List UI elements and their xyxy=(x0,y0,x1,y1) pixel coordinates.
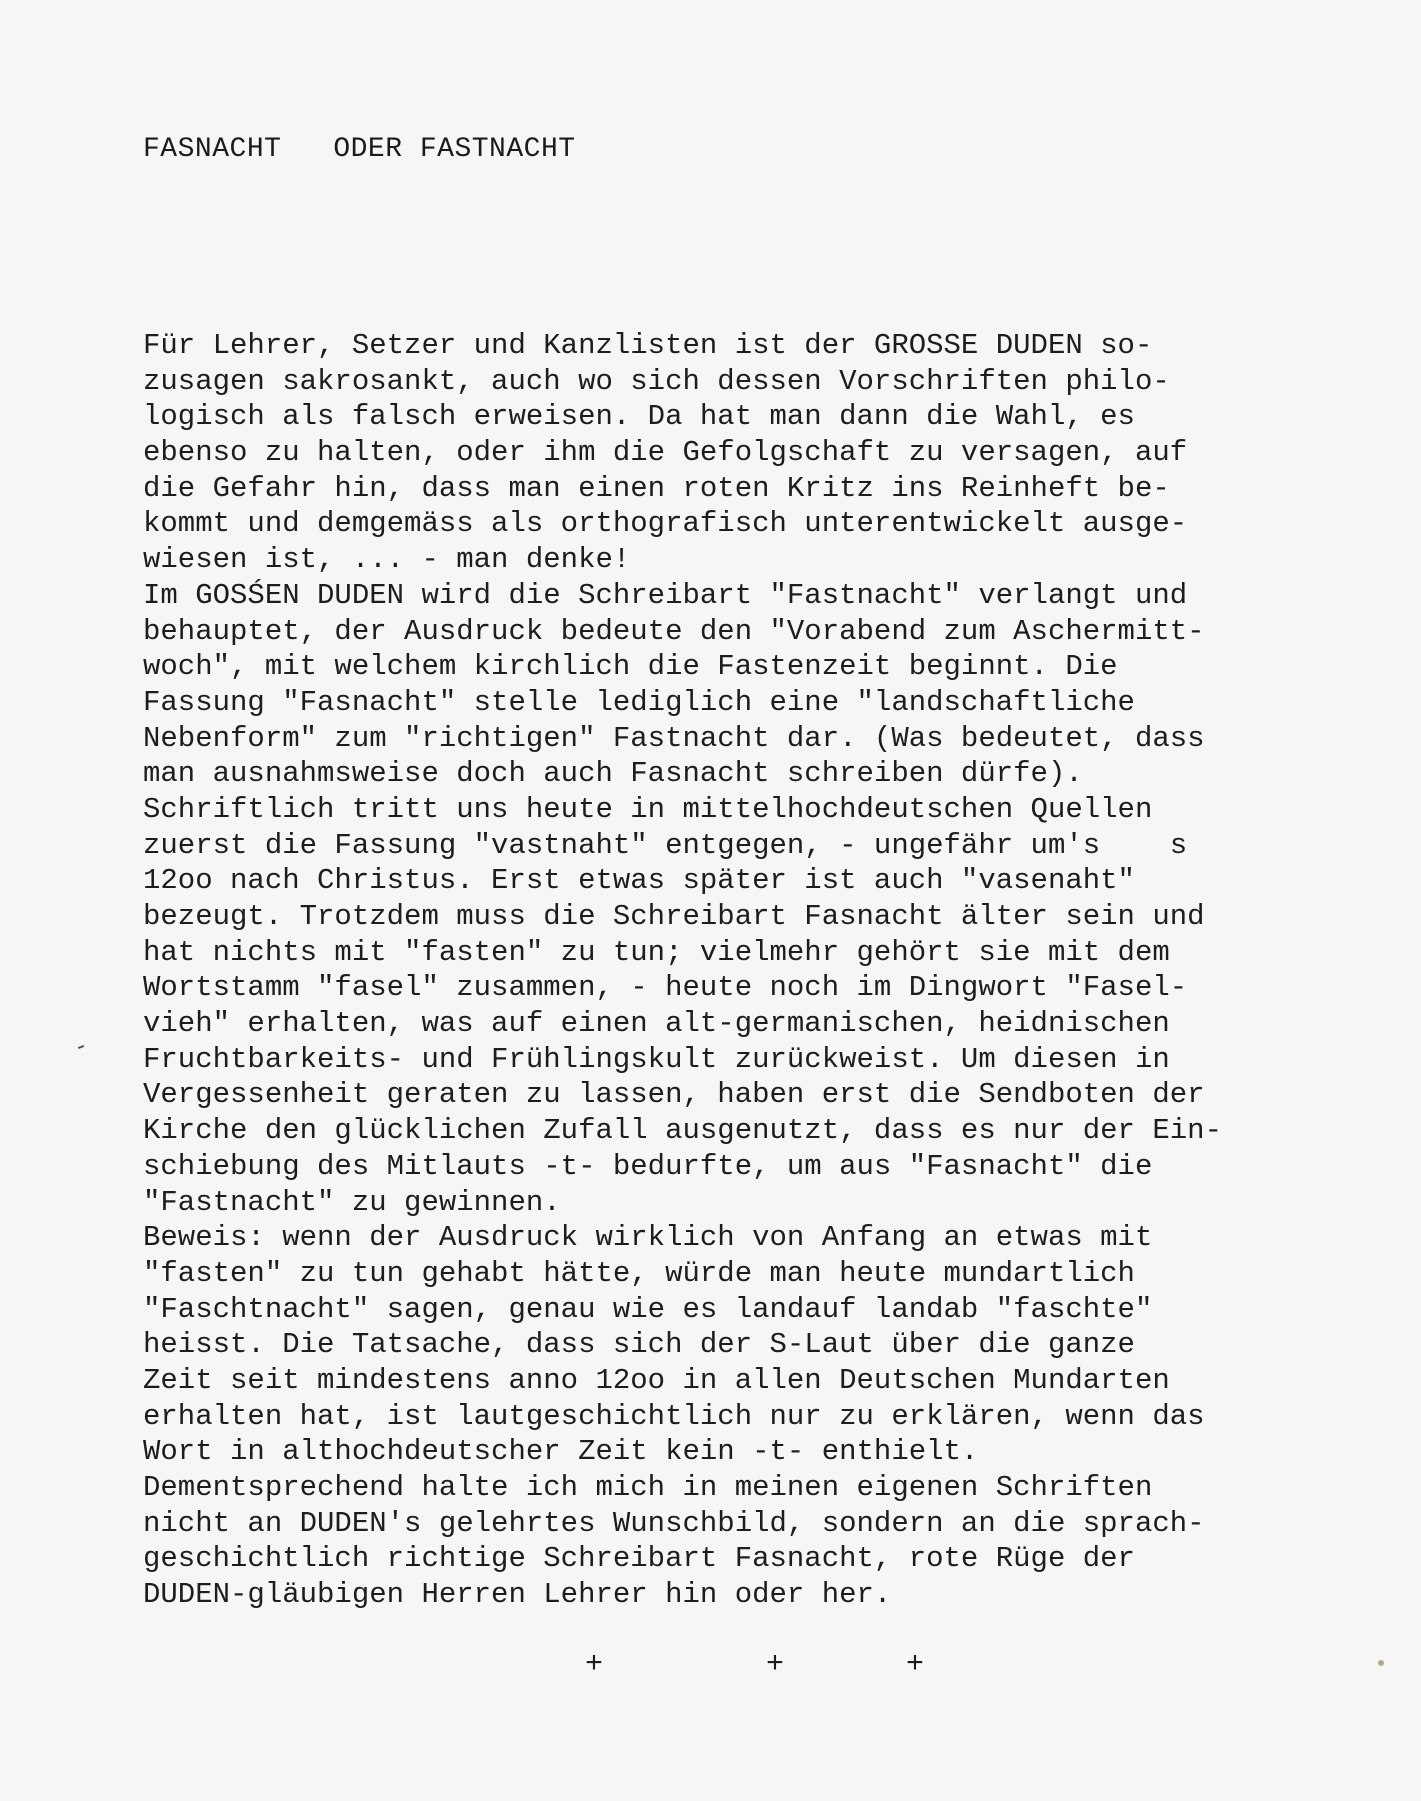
text-line: heisst. Die Tatsache, dass sich der S-Laut über die ganze xyxy=(143,1328,1135,1362)
text-line: hat nichts mit "fasten" zu tun; vielmehr gehört sie mit dem xyxy=(143,935,1170,969)
ink-mark xyxy=(78,1045,84,1049)
text-line: Für Lehrer, Setzer und Kanzlisten ist der GROSSE DUDEN so- xyxy=(143,329,1153,362)
text-line: zuerst die Fassung "vastnaht" entgegen, - ungefähr um's s xyxy=(143,828,1188,862)
text-line: Kirche den glücklichen Zufall ausgenutzt, dass es nur der Ein- xyxy=(143,1114,1222,1148)
text-line: Zeit seit mindestens anno 12oo in allen Deutschen Mundarten xyxy=(143,1363,1170,1397)
text-line: Dementsprechend halte ich mich in meinen eigenen Schriften xyxy=(143,1471,1153,1504)
text-line: die Gefahr hin, dass man einen roten Kritz ins Reinheft be- xyxy=(143,471,1170,505)
text-line: Nebenform" zum "richtigen" Fastnacht dar. (Was bedeutet, dass xyxy=(143,721,1205,755)
text-line: bezeugt. Trotzdem muss die Schreibart Fasnacht älter sein und xyxy=(143,900,1205,933)
text-line: schiebung des Mitlauts -t- bedurfte, um aus "Fasnacht" die xyxy=(143,1149,1153,1183)
text-line: logisch als falsch erweisen. Da hat man dann die Wahl, es xyxy=(143,400,1135,434)
text-line: woch", mit welchem kirchlich die Fastenzeit beginnt. Die xyxy=(143,650,1118,684)
text-line: zusagen sakrosankt, auch wo sich dessen Vorschriften philo- xyxy=(143,364,1170,398)
text-line: "Faschtnacht" sagen, genau wie es landauf landab "faschte" xyxy=(143,1292,1153,1326)
text-line: kommt und demgemäss als orthografisch unterentwickelt ausge- xyxy=(143,507,1188,541)
text-line: Beweis: wenn der Ausdruck wirklich von Anfang an etwas mit xyxy=(143,1221,1153,1255)
body-text xyxy=(143,328,1393,1613)
text-line: erhalten hat, ist lautgeschichtlich nur zu erklären, wenn das xyxy=(143,1399,1205,1433)
text-line: nicht an DUDEN's gelehrtes Wunschbild, sondern an die sprach- xyxy=(143,1506,1205,1540)
closing-cross: + xyxy=(906,1648,925,1682)
text-line: Fruchtbarkeits- und Frühlingskult zurückweist. Um diesen in xyxy=(143,1042,1170,1076)
text-line: "Fastnacht" zu gewinnen. xyxy=(143,1185,561,1219)
text-line: ebenso zu halten, oder ihm die Gefolgschaft zu versagen, auf xyxy=(143,436,1188,470)
text-line: geschichtlich richtige Schreibart Fasnacht, rote Rüge der xyxy=(143,1542,1135,1576)
closing-marks xyxy=(0,1648,1421,1688)
text-line: Wort in althochdeutscher Zeit kein -t- enthielt. xyxy=(143,1435,979,1469)
text-line: Im GOSŚEN DUDEN wird die Schreibart "Fastnacht" verlangt und xyxy=(143,578,1188,612)
text-line: Vergessenheit geraten zu lassen, haben erst die Sendboten der xyxy=(143,1078,1205,1112)
text-line: wiesen ist, ... - man denke! xyxy=(143,543,631,577)
text-line: 12oo nach Christus. Erst etwas später ist auch "vasenaht" xyxy=(143,864,1135,898)
text-line: Fassung "Fasnacht" stelle lediglich eine "landschaftliche xyxy=(143,685,1135,719)
text-line: vieh" erhalten, was auf einen alt-germanischen, heidnischen xyxy=(143,1007,1170,1041)
text-line: DUDEN-gläubigen Herren Lehrer hin oder her. xyxy=(143,1578,892,1612)
paper-speck xyxy=(1378,1660,1384,1666)
text-line: "fasten" zu tun gehabt hätte, würde man heute mundartlich xyxy=(143,1256,1135,1290)
text-line: behauptet, der Ausdruck bedeute den "Vorabend zum Aschermitt- xyxy=(143,614,1205,648)
closing-cross: + xyxy=(585,1648,604,1682)
text-line: Wortstamm "fasel" zusammen, - heute noch im Dingwort "Fasel- xyxy=(143,971,1188,1005)
page-title: FASNACHT ODER FASTNACHT xyxy=(143,134,576,165)
text-line: Schriftlich tritt uns heute in mittelhochdeutschen Quellen xyxy=(143,792,1153,826)
closing-cross: + xyxy=(766,1648,785,1682)
text-line: man ausnahmsweise doch auch Fasnacht schreiben dürfe). xyxy=(143,757,1083,791)
